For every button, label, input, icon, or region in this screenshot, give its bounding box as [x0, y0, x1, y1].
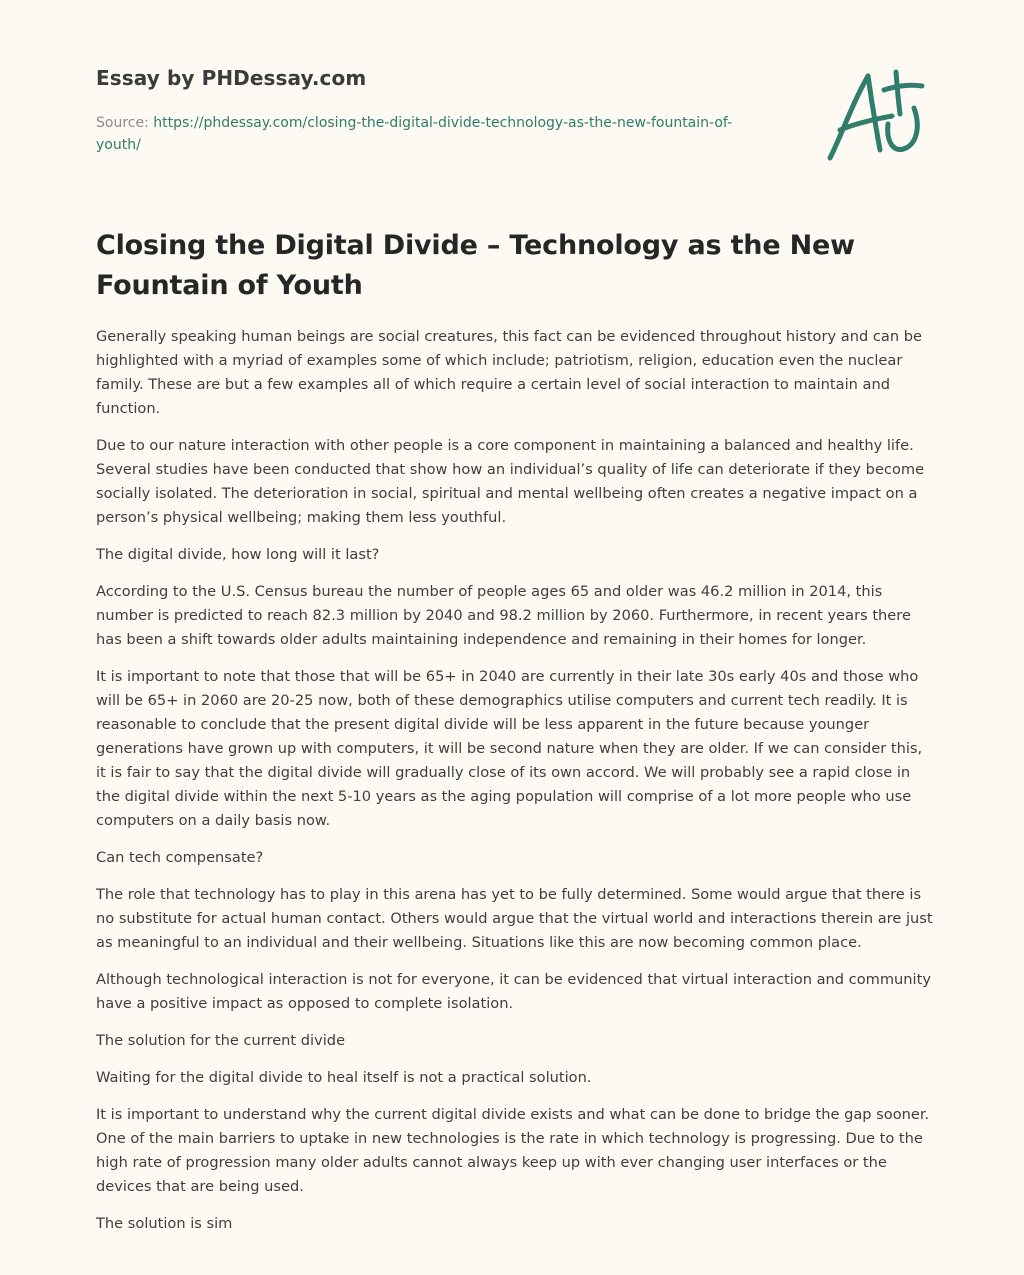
- article-body: [96, 325, 936, 1249]
- a-plus-logo-icon: [822, 64, 926, 166]
- source-label: Source:: [96, 115, 149, 131]
- paragraph: According to the U.S. Census bureau the number of people ages 65 and older was 46.2 million in 2014, this number is predicted to reach 82.3 million by 2040 and 98.2 million by 2060. Furthermore, in recent years there has been a shift towards older adults maintaining independence and remaining in their homes for longer.: [96, 583, 911, 648]
- paragraph: Generally speaking human beings are social creatures, this fact can be evidenced throughout history and can be highlighted with a myriad of examples some of which include; patriotism, religion, education even the nuclear family. These are but a few examples all of which require a certain level of social interaction to maintain and function.: [96, 328, 922, 417]
- section-heading: The solution for the current divide: [96, 1032, 346, 1049]
- source-line: [96, 112, 736, 156]
- paragraph: Due to our nature interaction with other people is a core component in maintaining a balanced and healthy life. Several studies have been conducted that show how an individual’s quality of life can deteriorate if they become socially isolated. The deterioration in social, spiritual and mental wellbeing often creates a negative impact on a person’s physical wellbeing; making them less youthful.: [96, 437, 925, 526]
- section-heading: The digital divide, how long will it last?: [96, 546, 380, 563]
- paragraph: Waiting for the digital divide to heal itself is not a practical solution.: [96, 1069, 592, 1086]
- paragraph: It is important to understand why the current digital divide exists and what can be done to bridge the gap sooner. One of the main barriers to uptake in new technologies is the rate in which technology is progressing. Due to the high rate of progression many older adults cannot always keep up with ever changing user interfaces or the devices that are being used.: [96, 1106, 930, 1195]
- paragraph: The solution is sim: [96, 1215, 233, 1232]
- source-link[interactable]: https://phdessay.com/closing-the-digital-divide-technology-as-the-new-fountain-of-youth/: [96, 115, 733, 153]
- article-title: Closing the Digital Divide – Technology as the New Fountain of Youth: [96, 230, 855, 301]
- site-brand: Essay by PHDessay.com: [96, 66, 367, 90]
- paragraph: It is important to note that those that will be 65+ in 2040 are currently in their late 30s early 40s and those who will be 65+ in 2060 are 20-25 now, both of these demographics utilise computers and current tech readily. It is reasonable to conclude that the present digital divide will be less apparent in the future because younger generations have grown up with computers, it will be second nature when they are older. If we can consider this, it is fair to say that the digital divide will gradually close of its own accord. We will probably see a rapid close in the digital divide within the next 5-10 years as the aging population will comprise of a lot more people who use computers on a daily basis now.: [96, 668, 923, 829]
- paragraph: Although technological interaction is not for everyone, it can be evidenced that virtual interaction and community have a positive impact as opposed to complete isolation.: [96, 971, 931, 1012]
- section-heading: Can tech compensate?: [96, 849, 264, 866]
- paragraph: The role that technology has to play in this arena has yet to be fully determined. Some would argue that there is no substitute for actual human contact. Others would argue that the virtual world and interactions therein are just as meaningful to an individual and their wellbeing. Situations like this are now becoming common place.: [96, 886, 933, 951]
